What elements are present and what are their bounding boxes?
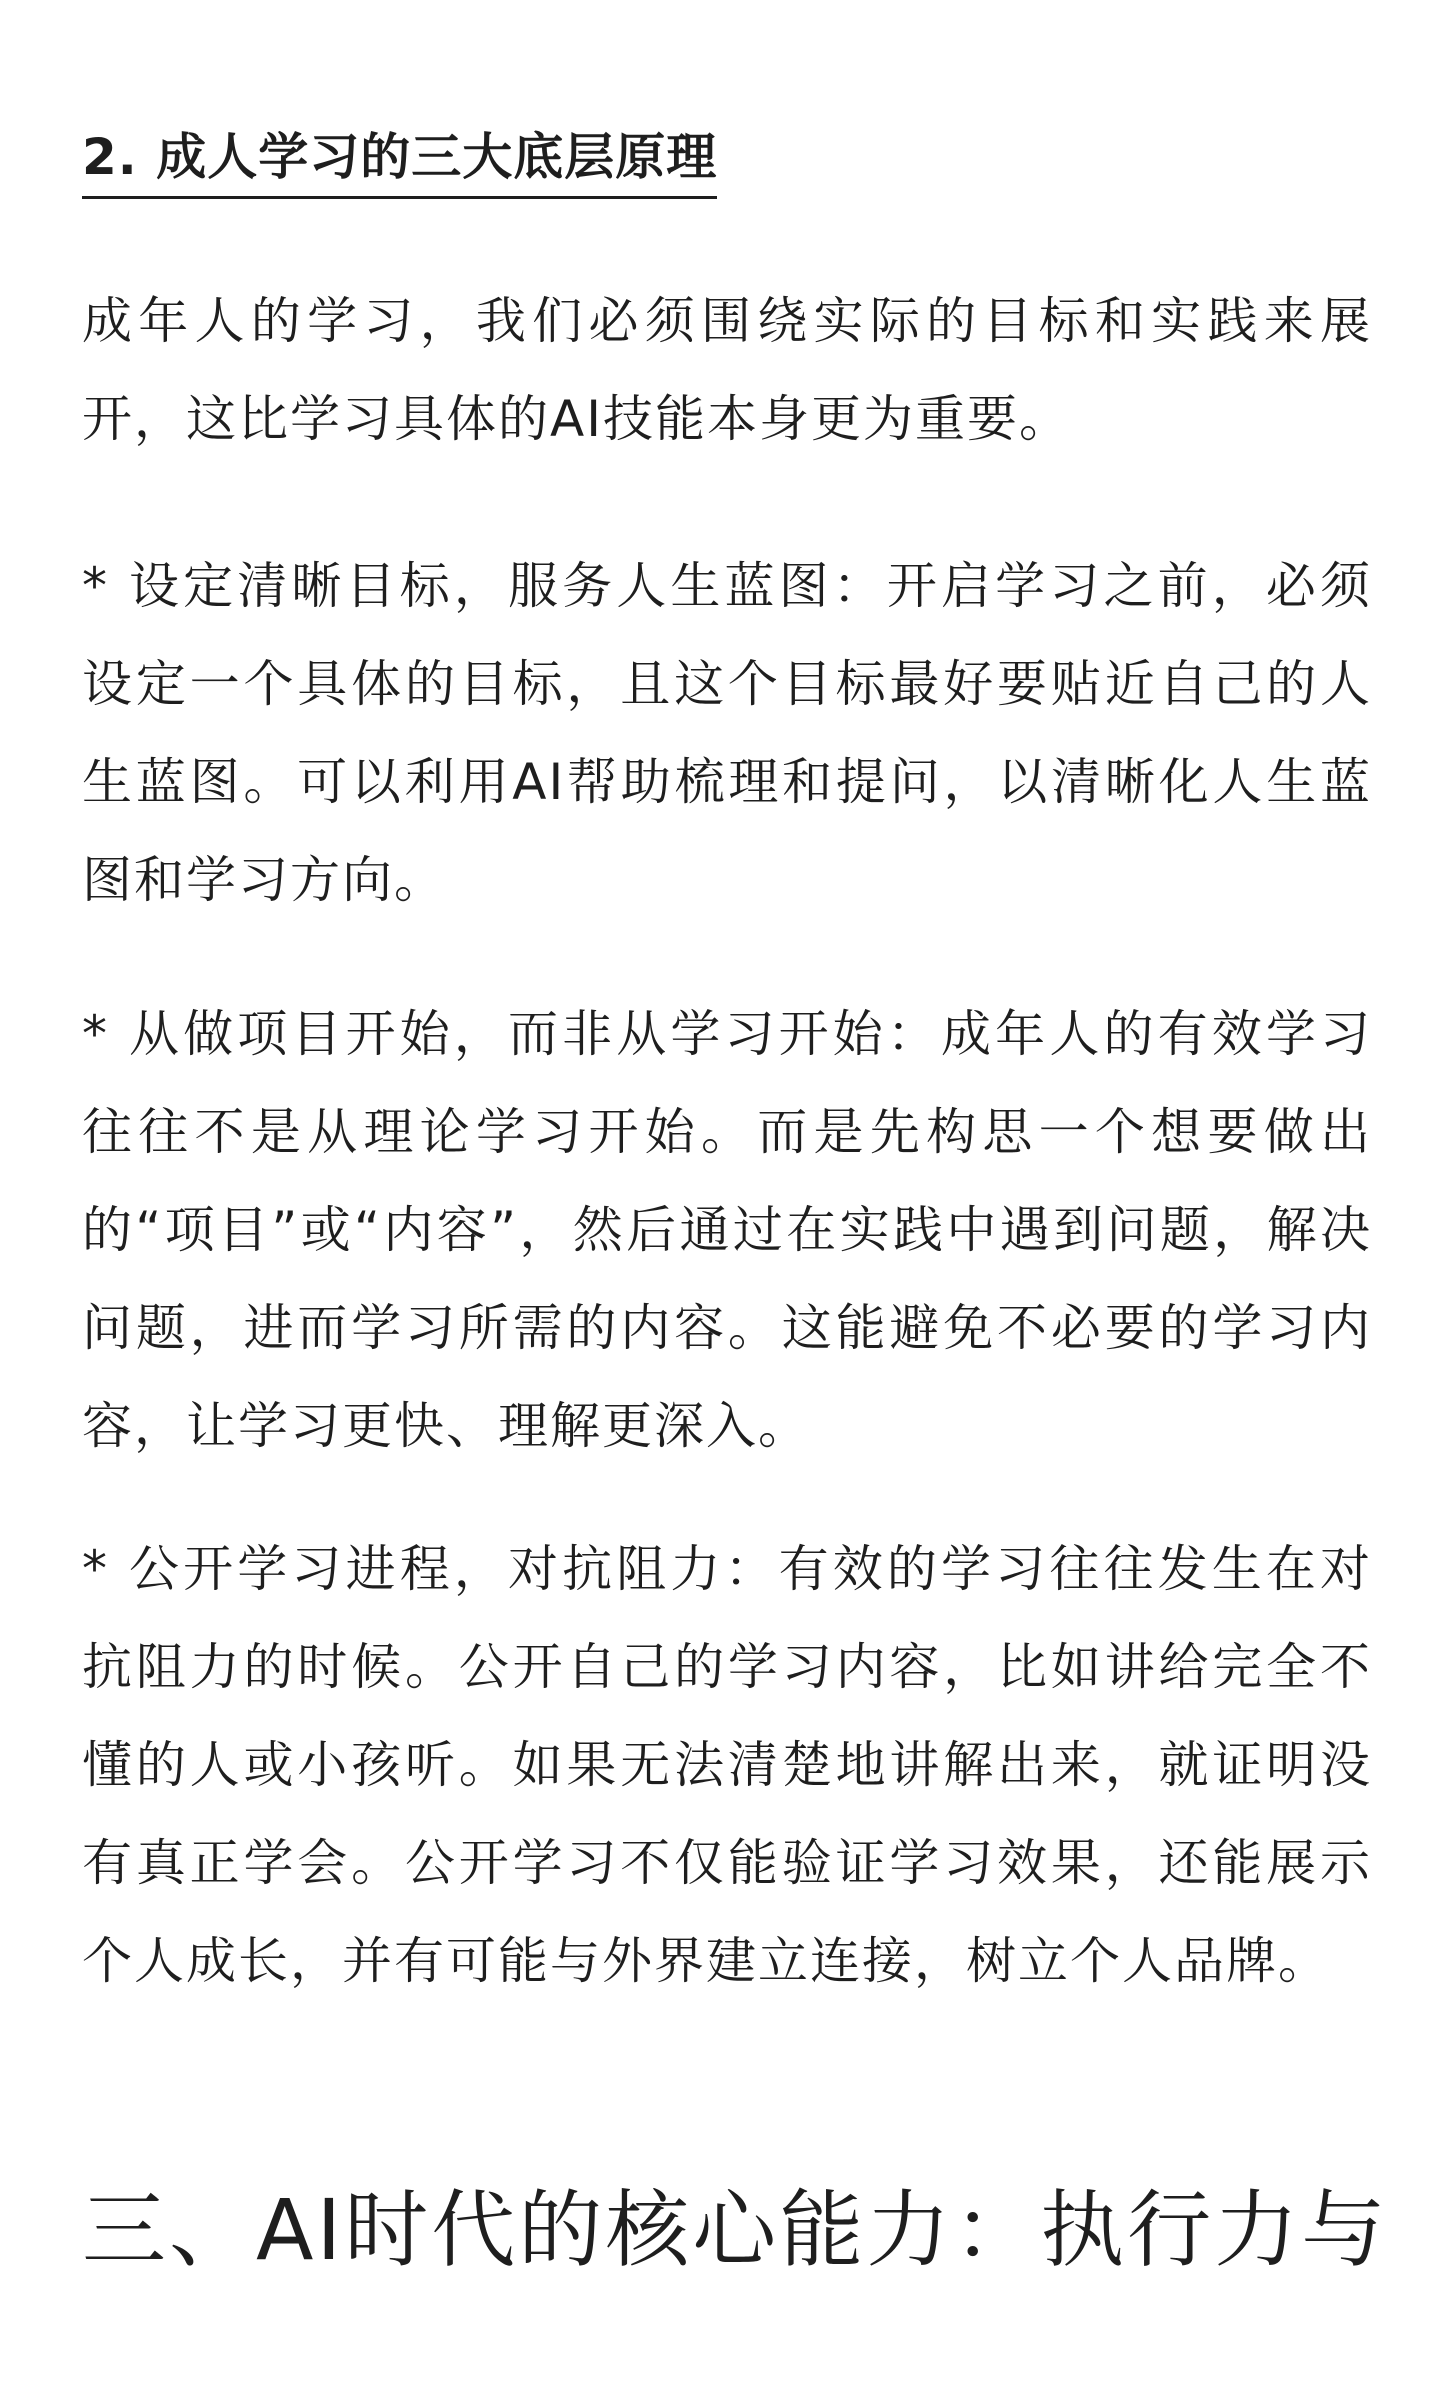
section-heading: 2. 成人学习的三大底层原理 [82,124,717,199]
bullet-paragraph-project: * 从做项目开始，而非从学习开始：成年人的有效学习往往不是从理论学习开始。而是先构思一个想要做出的“项目”或“内容”，然后通过在实践中遇到问题，解决问题，进而学习所需的内容。这能避免不必要的学习内容，让学习更快、理解更深入。 [82,1005,1372,1455]
bullet-paragraph-goal: * 设定清晰目标，服务人生蓝图：开启学习之前，必须设定一个具体的目标，且这个目标最好要贴近自己的人生蓝图。可以利用AI帮助梳理和提问，以清晰化人生蓝图和学习方向。 [82,557,1372,909]
next-section-heading: 三、AI时代的核心能力：执行力与 [82,2181,1389,2279]
intro-paragraph: 成年人的学习，我们必须围绕实际的目标和实践来展开，这比学习具体的AI技能本身更为重要。 [82,292,1372,448]
bullet-paragraph-public: * 公开学习进程，对抗阻力：有效的学习往往发生在对抗阻力的时候。公开自己的学习内容，比如讲给完全不懂的人或小孩听。如果无法清楚地讲解出来，就证明没有真正学会。公开学习不仅能验证学习效果，还能展示个人成长，并有可能与外界建立连接，树立个人品牌。 [82,1540,1372,1990]
